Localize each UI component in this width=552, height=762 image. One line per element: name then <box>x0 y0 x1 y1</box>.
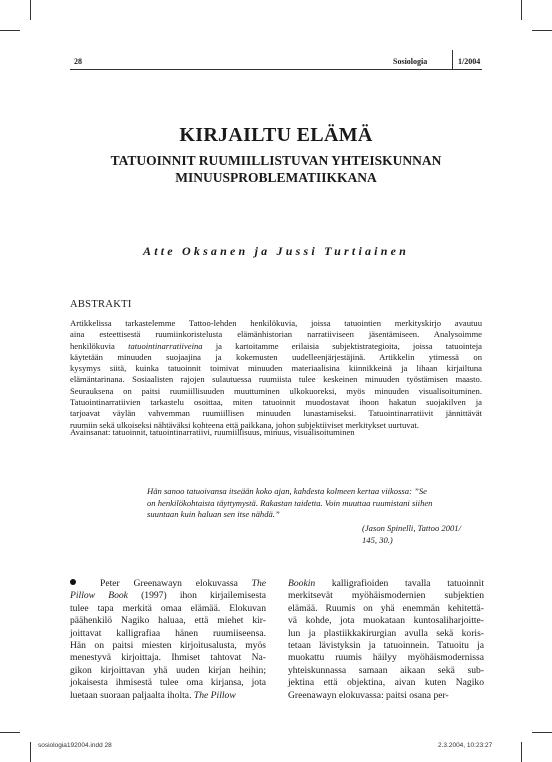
crop-mark <box>30 0 31 20</box>
abstract-line: käytetään minuuden suojaajina ja kokemusten uudelleenjärjestäjinä. Artikkelin ytimessä on <box>70 351 482 362</box>
crop-mark <box>30 742 31 762</box>
body-line: tetaan lävistyksin ja tatuoinnein. Tatuoitu ja <box>288 640 484 652</box>
epigraph-line: Hän sanoo tatuoivansa itseään koko ajan, kahdesta kolmeen kertaa viikossa: ”Se <box>147 486 427 496</box>
abstract-line: elämäntarinana. Sosiaalisten rajojen sulautuessa ruumiista tulee keskeinen minuuden työstämisen maasto. <box>70 374 482 385</box>
bullet-icon <box>70 579 76 585</box>
subtitle-line: MINUUSPROBLEMATIIKKANA <box>175 170 377 185</box>
body-line <box>70 590 266 602</box>
crop-mark <box>0 30 20 31</box>
body-line: päähenkilö Nagiko haluaa, että miehet kir- <box>70 615 266 627</box>
text-run: (1997) ihon kirjailemisesta <box>127 590 266 602</box>
text-run: luetaan suoraan paljaalta iholta. <box>70 689 194 701</box>
crop-mark <box>521 0 522 20</box>
text-run-italic: Pillow Book <box>70 590 128 602</box>
crop-mark <box>0 732 20 733</box>
article-subtitle <box>0 152 552 186</box>
body-column-left <box>70 578 266 702</box>
body-column-right <box>288 578 484 702</box>
page-number: 28 <box>74 57 82 66</box>
epigraph-quote <box>147 486 479 521</box>
text-run: kalligrafioiden tavalla tatuoinnit <box>315 578 484 589</box>
footer-timestamp: 2.3.2004, 10:23:27 <box>438 742 493 749</box>
abstract-line: tarjoavat väylän vahvemman ruumiillisen minuuden lunastamiseksi. Tatuointinarratiivit jännittävät <box>70 408 482 419</box>
abstract-line: Tatuointinarratiivien tarkastelu osoittaa, miten tatuoinnit muodostavat ihoon hakatun suojakilven ja <box>70 397 482 408</box>
body-line <box>70 690 266 702</box>
abstract-line: ruumiin sekä ulkoiseksi nähtäväksi kohteena että paikkana, johon subjektiiviset merkitykset uurtuvat. <box>70 419 419 430</box>
body-line <box>288 578 484 590</box>
body-line: jektina että objektina, aivan kuten Nagiko <box>288 677 484 689</box>
header-rule <box>70 69 482 70</box>
keywords: Avainsanat: tatuoinnit, tatuointinarratiivi, ruumiillisuus, minuus, visualisoituminen <box>70 427 355 437</box>
text-run-italic: The Pillow <box>193 689 236 701</box>
text-run: Peter Greenawayn elokuvassa <box>100 578 252 589</box>
abstract-line <box>70 341 482 352</box>
crop-mark <box>532 732 552 733</box>
body-line: vä kohde, jota muokataan kuntosaliharjoitte- <box>288 615 484 627</box>
body-line: tulee tapa merkitä omaa elämää. Elokuvan <box>70 602 266 614</box>
body-line: merkitsevät myöhäismodernien subjektien <box>288 590 484 602</box>
citation-line: 145, 30.) <box>362 534 393 545</box>
citation-line: (Jason Spinelli, Tattoo 2001/ <box>362 523 461 533</box>
footer-filename: sosiologia192004.indd 28 <box>38 742 112 749</box>
body-line: Hän on paitsi miesten kirjoitusalusta, myös <box>70 640 266 652</box>
text-run-italic: Bookin <box>288 578 316 589</box>
epigraph-line: on henkilökohtaista täyttymystä. Rakastan taidetta. Voin muuttaa ruumistani siihen <box>147 497 433 508</box>
epigraph-citation <box>362 523 482 546</box>
abstract-text <box>70 318 482 431</box>
body-line: gikon kirjoittavan yhä uuden kirjan heihin; <box>70 664 266 676</box>
crop-mark <box>532 30 552 31</box>
text-run: henkilökuvia <box>70 340 129 351</box>
abstract-line: Artikkelissa tarkastelemme Tattoo-lehden henkilökuvia, joissa tatuointien merkityskirjo avautuu <box>70 318 482 328</box>
body-line: jokaisesta ihmisestä tulee oma kirjansa, jota <box>70 677 266 689</box>
abstract-line: Seurauksena on paitsi ruumiillisuuden muuttuminen ulkokuoreksi, myös minuuden visualisoituminen. <box>70 385 482 396</box>
article-title: KIRJAILTU ELÄMÄ <box>179 124 373 146</box>
body-line: lun ja plastiikkakirurgian avulla sekä koris- <box>288 627 484 639</box>
body-line: menestyvä kirjoittaja. Ihmiset tahtovat Na- <box>70 652 266 664</box>
body-line: muokattu ruumis häilyy myöhäismodernissa <box>288 652 484 664</box>
issue-number: 1/2004 <box>458 57 481 66</box>
subtitle-line: TATUOINNIT RUUMIILLISTUVAN YHTEISKUNNAN <box>110 153 442 168</box>
body-line: elämää. Ruumis on yhä enemmän kehitettä- <box>288 602 484 614</box>
body-line <box>70 578 266 590</box>
text-run: ja kartoitamme erilaisia subjektistrategioita, joissa tatuointeja <box>202 340 482 351</box>
header-divider <box>452 50 453 70</box>
abstract-line: kysymys siitä, kuinka tatuoinnit toimivat minuuden materiaalisina kiinnikkeinä ja lihaan kirjailtuna <box>70 363 482 374</box>
journal-name: Sosiologia <box>393 57 428 66</box>
text-run-italic: tatuointinarratiiveina <box>128 340 203 351</box>
abstract-line: aina esteettisestä ruumiinkoristelusta elämänhistorian narratiiviseen jäsentämiseen. Analysoimme <box>70 329 482 340</box>
authors: Atte Oksanen ja Jussi Turtiainen <box>143 244 409 258</box>
abstract-heading: ABSTRAKTI <box>70 299 132 310</box>
body-line: Greenawayn elokuvassa: paitsi osana per- <box>288 689 449 701</box>
text-run-italic: The <box>251 578 266 589</box>
body-line: yhteiskunnassa samaan aikaan sekä sub- <box>288 664 484 676</box>
crop-mark <box>521 742 522 762</box>
body-line: joittavat kalligrafiaa hänen ruumiiseensa. <box>70 627 266 639</box>
epigraph-line: suuntaan kuin haluan sen itse nähdä.” <box>147 509 280 519</box>
